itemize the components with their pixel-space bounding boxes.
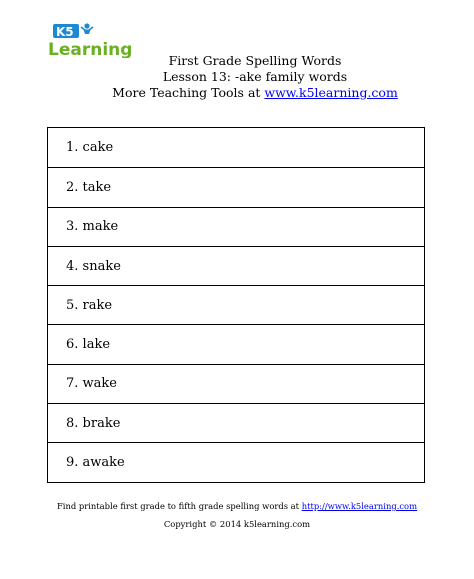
spelling-word-list <box>47 127 425 483</box>
teaching-tools-prefix: More Teaching Tools at <box>112 85 261 100</box>
word-row: 4. snake <box>48 246 424 285</box>
lesson-title: Lesson 13: -ake family words <box>162 69 348 84</box>
footer-note <box>30 501 444 512</box>
word-row: 1. cake <box>66 140 114 156</box>
copyright-text: Copyright © 2014 k5learning.com <box>163 519 311 529</box>
footer-website-link[interactable]: http://www.k5learning.com <box>301 501 418 511</box>
word-row: 5. rake <box>48 285 424 324</box>
word-row: 3. make <box>48 207 424 246</box>
word-row: 9. awake <box>48 442 424 481</box>
word-row: 7. wake <box>48 364 424 403</box>
word-row: 6. lake <box>48 324 424 363</box>
teaching-tools-line <box>90 85 420 101</box>
word-row: 2. take <box>48 167 424 206</box>
worksheet-title: First Grade Spelling Words <box>168 53 342 68</box>
footer-prefix: Find printable first grade to fifth grade spelling words at <box>56 501 300 511</box>
logo-top-text: K5 <box>56 25 74 39</box>
header-website-link[interactable]: www.k5learning.com <box>264 85 398 100</box>
word-row: 8. brake <box>48 403 424 442</box>
logo-bottom-text: Learning <box>48 40 131 58</box>
worksheet-header <box>90 53 420 101</box>
